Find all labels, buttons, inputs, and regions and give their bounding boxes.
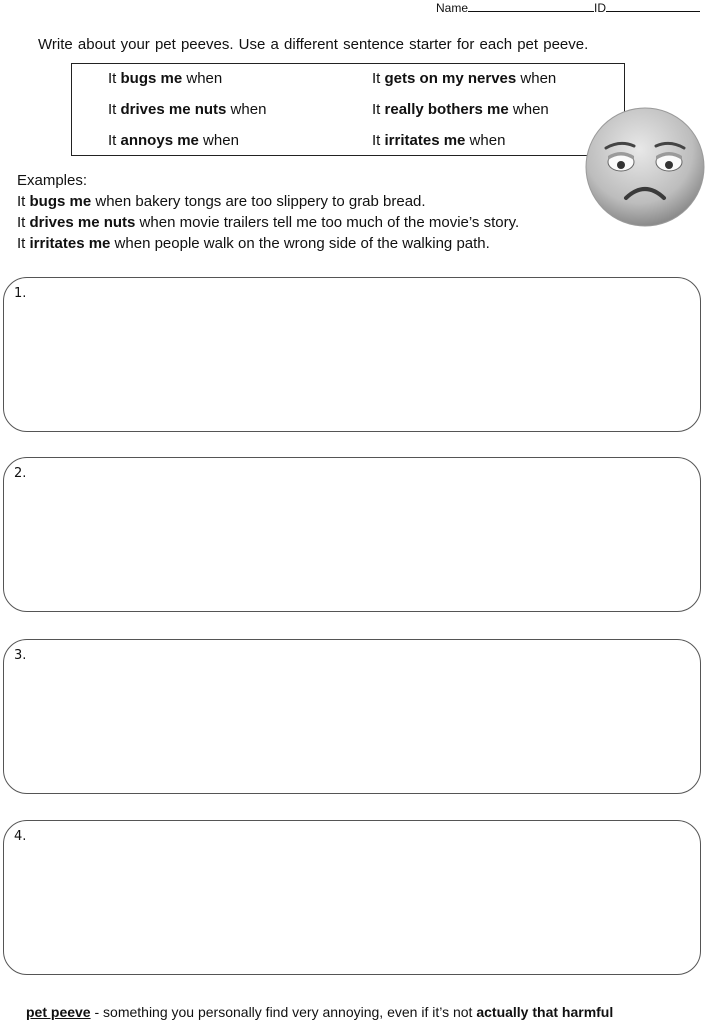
pet-peeve-definition [26, 1004, 613, 1020]
definition-text: - something you personally find very annoying, even if it’s not [90, 1004, 477, 1020]
example-item: It drives me nuts when movie trailers tell me too much of the movie’s story. [17, 214, 520, 231]
definition-term: pet peeve [26, 1004, 91, 1020]
name-field[interactable] [468, 0, 594, 12]
answer-number: 3. [14, 648, 27, 663]
starter-item: It irritates me when [372, 132, 506, 149]
starter-item: It really bothers me when [372, 101, 549, 118]
definition-emphasis: actually that harmful [476, 1004, 614, 1020]
answer-number: 2. [14, 466, 27, 481]
starter-item: It gets on my nerves when [372, 70, 557, 87]
example-item: It irritates me when people walk on the wrong side of the walking path. [17, 235, 490, 252]
id-field[interactable] [606, 0, 700, 12]
name-label: Name [436, 1, 469, 15]
instructions: Write about your pet peeves. Use a different sentence starter for each pet peeve. [38, 36, 589, 53]
name-id-header [436, 0, 700, 15]
starter-item: It bugs me when [108, 70, 223, 87]
starter-item: It drives me nuts when [108, 101, 267, 118]
example-item: It bugs me when bakery tongs are too slippery to grab bread. [17, 193, 426, 210]
answer-number: 1. [14, 286, 27, 301]
frowning-face-icon [584, 106, 706, 228]
starter-item: It annoys me when [108, 132, 239, 149]
answer-box-1[interactable] [3, 277, 701, 432]
id-label: ID [594, 1, 607, 15]
answer-number: 4. [14, 829, 27, 844]
answer-box-2[interactable] [3, 457, 701, 612]
examples-heading: Examples: [17, 172, 88, 189]
examples-section [17, 170, 519, 254]
answer-box-4[interactable] [3, 820, 701, 975]
answer-box-3[interactable] [3, 639, 701, 794]
